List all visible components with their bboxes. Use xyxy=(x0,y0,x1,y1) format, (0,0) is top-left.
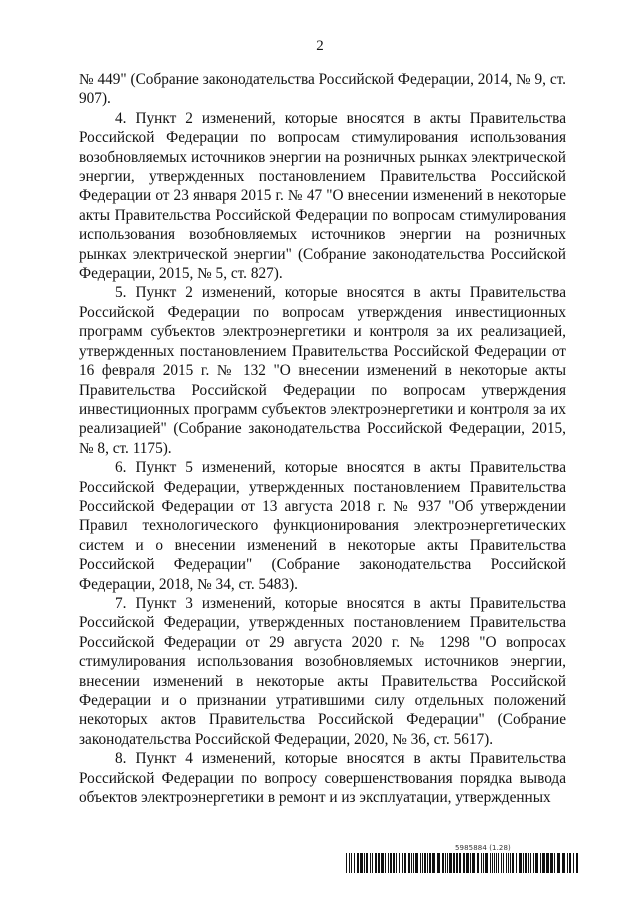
paragraph-item-8: 8. Пункт 4 изменений, которые вносятся в акты Правительства Российской Федерации по вопросу совершенствования порядка вывода объектов электроэнергетики в ремонт и из эксплуатации, утвержденных xyxy=(79,750,566,807)
paragraph-item-7: 7. Пункт 3 изменений, которые вносятся в акты Правительства Российской Федерации, утвержденных постановлением Правительства Российской Федерации от 29 августа 2020 г. № 1298 "О вопросах стимулирования использования возобновляемых источников энергии, внесении изменений в некоторые акты Правительства Российской Федерации и о признании утратившими силу отдельных положений некоторых актов Правительства Российской Федерации" (Собрание законодательства Российской Федерации, 2020, № 36, ст. 5617). xyxy=(79,594,566,748)
paragraph-continuation: № 449" (Собрание законодательства Российской Федерации, 2014, № 9, ст. 907). xyxy=(79,71,566,108)
document-body xyxy=(79,70,566,807)
barcode-icon xyxy=(346,853,578,873)
paragraph-item-5: 5. Пункт 2 изменений, которые вносятся в акты Правительства Российской Федерации по вопросам утверждения инвестиционных программ субъектов электроэнергетики и контроля за их реализацией, утвержденных постановлением Правительства Российской Федерации от 16 февраля 2015 г. № 132 "О внесении изменений в некоторые акты Правительства Российской Федерации по вопросам утверждения инвестиционных программ субъектов электроэнергетики и контроля за их реализацией" (Собрание законодательства Российской Федерации, 2015, № 8, ст. 1175). xyxy=(79,284,566,457)
paragraph-item-4: 4. Пункт 2 изменений, которые вносятся в акты Правительства Российской Федерации по вопросам стимулирования использования возобновляемых источников энергии на розничных рынках электрической энергии, утвержденных постановлением Правительства Российской Федерации от 23 января 2015 г. № 47 "О внесении изменений в некоторые акты Правительства Российской Федерации по вопросам стимулирования использования возобновляемых источников энергии на розничных рынках электрической энергии" (Собрание законодательства Российской Федерации, 2015, № 5, ст. 827). xyxy=(79,109,566,283)
paragraph-item-6: 6. Пункт 5 изменений, которые вносятся в акты Правительства Российской Федерации, утвержденных постановлением Правительства Российской Федерации от 13 августа 2018 г. № 937 "Об утверждении Правил технологического функционирования электроэнергетических систем и о внесении изменений в некоторые акты Правительства Российской Федерации" (Собрание законодательства Российской Федерации, 2018, № 34, ст. 5483). xyxy=(79,459,566,593)
document-code: 5985884 (1.28) xyxy=(455,844,511,852)
page-number: 2 xyxy=(316,38,324,54)
